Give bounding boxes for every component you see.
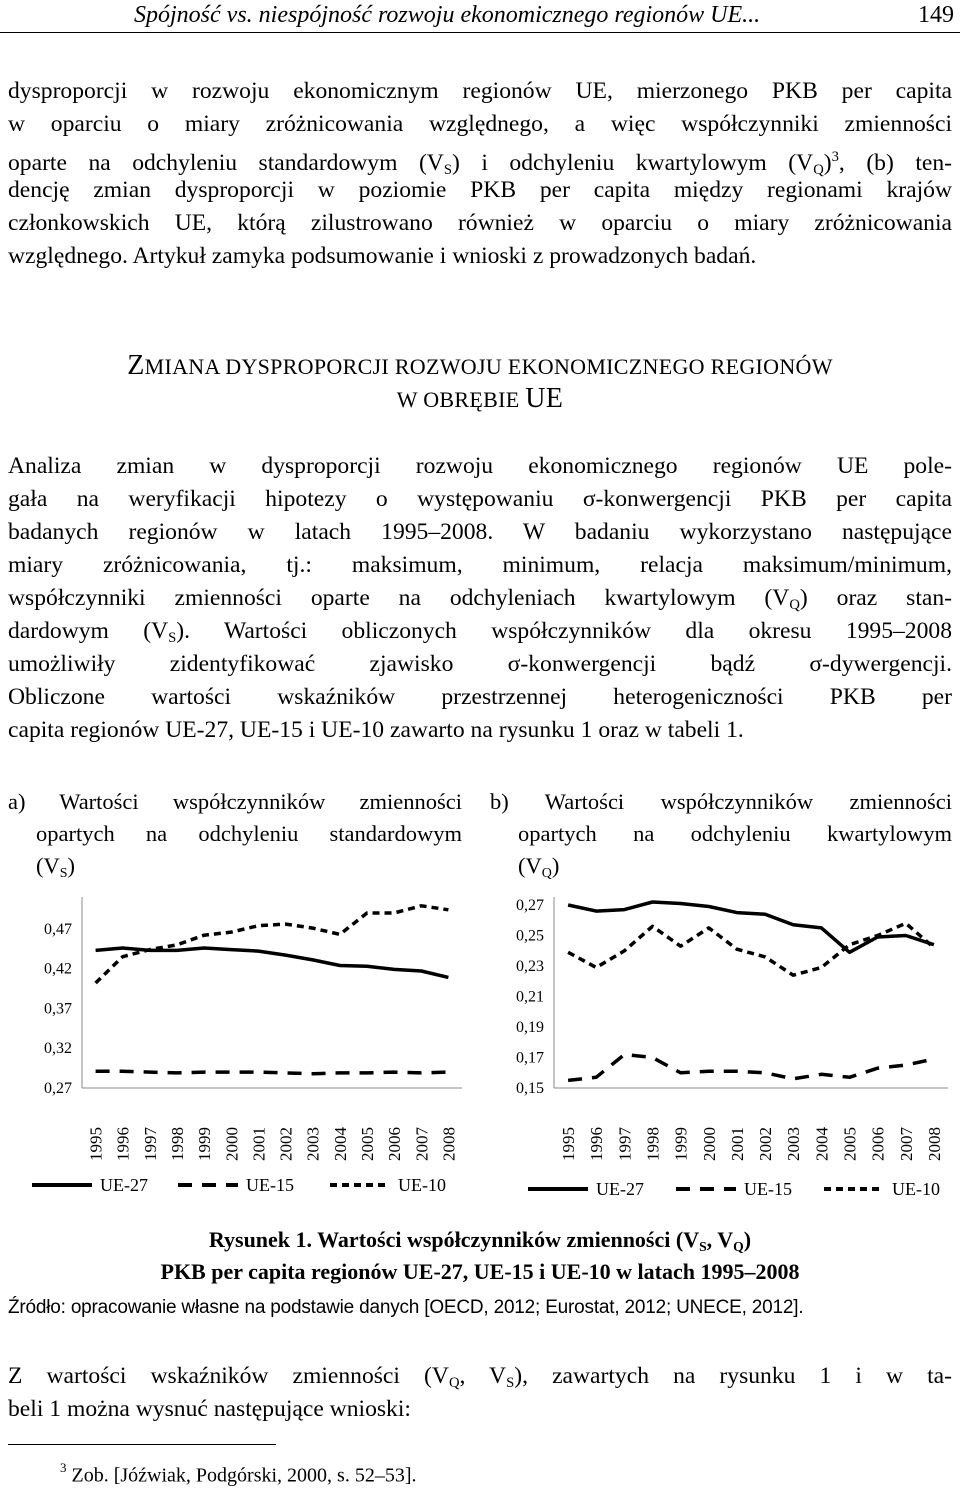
legend-label: UE-27 [596, 1179, 644, 1199]
legend-label: UE-15 [246, 1175, 294, 1195]
subscript: S [699, 1238, 707, 1254]
y-tick-label: 0,19 [516, 1019, 544, 1036]
subscript: Q [813, 161, 824, 178]
text-line: gała na weryfikacji hipotezy o występowaniu σ-konwergencji PKB per capita [8, 486, 952, 512]
body-paragraph [8, 450, 952, 747]
text-line [8, 615, 952, 648]
x-tick-label: 2004 [330, 1127, 350, 1161]
legend-label: UE-27 [100, 1175, 148, 1195]
x-tick-label: 2006 [385, 1127, 405, 1161]
chart-title-line [490, 818, 952, 850]
text-run: współczynniki zmienności oparte na odchyleniach kwartylowym (V [8, 585, 790, 611]
footnote [60, 1462, 416, 1488]
subscript: Q [541, 865, 552, 881]
text-run: ) [743, 1227, 752, 1252]
series-line-ue-10 [96, 906, 449, 983]
text-line: względnego. Artykuł zamyka podsumowanie i wnioski z prowadzonych badań. [8, 243, 757, 269]
text-run: ) [551, 853, 560, 878]
y-tick-label: 0,32 [44, 1040, 72, 1058]
text-run: (V [36, 853, 60, 878]
text-line: Obliczone wartości wskaźników przestrzennej heterogeniczności PKB per [8, 684, 952, 710]
text-line: miary zróżnicowania, tj.: maksimum, minimum, relacja maksimum/minimum, [8, 552, 952, 578]
x-tick-label: 1998 [643, 1127, 663, 1161]
y-tick-label: 0,27 [516, 897, 544, 914]
x-tick-label: 2006 [868, 1127, 888, 1161]
text-run: ) [823, 149, 832, 176]
x-tick-label: 1996 [587, 1127, 607, 1161]
x-tick-label: 2005 [840, 1127, 860, 1161]
x-tick-label: 1995 [86, 1127, 106, 1161]
text-run: Rysunek 1. Wartości współczynników zmienności (V [208, 1227, 700, 1252]
chart-a [0, 875, 480, 1225]
x-tick-label: 2001 [727, 1127, 747, 1161]
title-rest: MIANA DYSPROPORCJI ROZWOJU EKONOMICZNEGO REGIONÓW [144, 354, 833, 379]
source-text: opracowanie własne na podstawie danych [OECD, 2012; Eurostat, 2012; UNECE, 2012]. [65, 1297, 804, 1318]
x-tick-label: 2008 [924, 1127, 944, 1161]
x-tick-label: 1998 [168, 1127, 187, 1161]
legend-label: UE-10 [892, 1179, 940, 1199]
text-run: ). Wartości obliczonych współczynników dla okresu 1995–2008 [176, 618, 952, 644]
legend-label: UE-15 [744, 1179, 792, 1199]
x-tick-label: 2005 [358, 1127, 377, 1161]
chart-title-line [8, 818, 462, 850]
x-tick-label: 2001 [249, 1127, 269, 1161]
x-tick-label: 2002 [756, 1127, 776, 1161]
chart-b [480, 875, 960, 1225]
text-line: badanych regionów w latach 1995–2008. W badaniu wykorzystano następujące [8, 519, 952, 545]
section-title-line-2 [0, 383, 960, 415]
text-line: dysproporcji w rozwoju ekonomicznym regionów UE, mierzonego PKB per capita [8, 78, 952, 104]
x-tick-label: 2004 [812, 1127, 832, 1161]
text-run: (V [518, 853, 542, 878]
text-run: ), zawartych na rysunku 1 i w ta- [514, 1363, 952, 1389]
text-run: dardowym (V [8, 618, 169, 644]
text-line [8, 582, 952, 615]
title-initial: Z [127, 350, 145, 381]
subscript: Q [733, 1238, 744, 1254]
x-tick-label: 1995 [559, 1127, 579, 1161]
figure-source [8, 1297, 803, 1319]
text-line: capita regionów UE-27, UE-15 i UE-10 zawarto na rysunku 1 oraz w tabeli 1. [8, 717, 744, 743]
intro-paragraph [8, 75, 952, 273]
text-run: b) Wartości współczynników zmienności [490, 789, 952, 814]
text-run: opartych na odchyleniu kwartylowym [518, 821, 952, 846]
text-line: członkowskich UE, którą zilustrowano również w oparciu o miary zróżnicowania [8, 210, 952, 236]
y-tick-label: 0,27 [44, 1080, 72, 1097]
text-line [8, 141, 953, 178]
x-tick-label: 2000 [222, 1127, 242, 1161]
x-tick-label: 1997 [140, 1127, 160, 1161]
x-tick-label: 2007 [896, 1127, 916, 1161]
text-line: umożliwiły zidentyfikować zjawisko σ-konwergencji bądź σ-dywergencji. [8, 651, 952, 677]
running-header [0, 0, 960, 34]
x-tick-label: 2002 [276, 1127, 296, 1161]
x-tick-label: 2003 [784, 1127, 804, 1161]
superscript: 3 [831, 149, 839, 165]
y-tick-label: 0,25 [516, 927, 544, 945]
title-part: W OBRĘBIE [396, 387, 526, 412]
subscript: S [506, 1375, 515, 1392]
x-tick-label: 2007 [412, 1127, 432, 1161]
subscript: Q [789, 597, 800, 614]
y-tick-label: 0,37 [44, 1000, 72, 1018]
text-run: Z wartości wskaźników zmienności (V [8, 1363, 449, 1389]
series-line-ue-27 [568, 902, 934, 952]
y-tick-label: 0,17 [516, 1049, 544, 1067]
y-tick-label: 0,15 [516, 1080, 544, 1097]
subscript: S [443, 161, 452, 178]
text-line: dencję zmian dysproporcji w poziomie PKB per capita między regionami krajów [8, 177, 952, 203]
page-number: 149 [918, 2, 954, 28]
text-run: ) [67, 853, 76, 878]
figure-caption-line-2: PKB per capita regionów UE-27, UE-15 i UE-10 w latach 1995–2008 [160, 1259, 800, 1284]
text-run: oparte na odchyleniu standardowym (V [8, 149, 444, 176]
text-run: ) i odchyleniu kwartylowym (V [452, 149, 814, 176]
x-tick-label: 1996 [113, 1127, 133, 1161]
subscript: S [168, 630, 177, 647]
chart-title-line [490, 786, 952, 818]
text-run: , (b) ten- [838, 149, 953, 176]
closing-paragraph [8, 1360, 952, 1426]
y-tick-label: 0,42 [44, 960, 72, 978]
text-run: ) oraz stan- [799, 585, 952, 611]
series-line-ue-27 [96, 948, 449, 977]
text-run: , V [459, 1363, 507, 1389]
text-line: w oparciu o miary zróżnicowania względnego, a więc współczynniki zmienności [8, 111, 952, 137]
footnote-number: 3 [60, 1460, 67, 1475]
text-line: Analiza zmian w dysproporcji rozwoju ekonomicznego regionów UE pole- [8, 453, 952, 479]
legend-label: UE-10 [398, 1175, 446, 1195]
footnote-rule [8, 1444, 276, 1445]
text-run: , V [706, 1227, 734, 1252]
section-title-line-1 [0, 350, 960, 382]
text-line [8, 1360, 952, 1393]
header-rule [0, 32, 960, 33]
y-tick-label: 0,47 [44, 920, 72, 938]
series-line-ue-15 [96, 1071, 449, 1073]
subscript: Q [448, 1375, 460, 1392]
chart-title-line [8, 786, 462, 818]
text-run: opartych na odchyleniu standardowym [36, 821, 462, 846]
x-tick-label: 2008 [439, 1127, 459, 1161]
x-tick-label: 1997 [615, 1127, 635, 1161]
footnote-text: Zob. [Jóźwiak, Podgórski, 2000, s. 52–53]. [71, 1464, 417, 1487]
x-tick-label: 1999 [195, 1127, 215, 1161]
x-tick-label: 2000 [699, 1127, 719, 1161]
source-label: Źródło: [8, 1297, 66, 1318]
text-run: a) Wartości współczynników zmienności [8, 789, 462, 814]
title-acronym: UE [525, 383, 564, 414]
y-tick-label: 0,23 [516, 958, 544, 975]
series-line-ue-15 [568, 1055, 934, 1081]
text-line: beli 1 można wysnuć następujące wnioski: [8, 1396, 411, 1422]
x-tick-label: 1999 [671, 1127, 691, 1161]
x-tick-label: 2003 [303, 1127, 323, 1161]
running-title: Spójność vs. niespójność rozwoju ekonomicznego regionów UE... [134, 2, 761, 28]
subscript: S [59, 865, 68, 881]
series-line-ue-10 [568, 923, 934, 975]
y-tick-label: 0,21 [516, 988, 544, 1006]
